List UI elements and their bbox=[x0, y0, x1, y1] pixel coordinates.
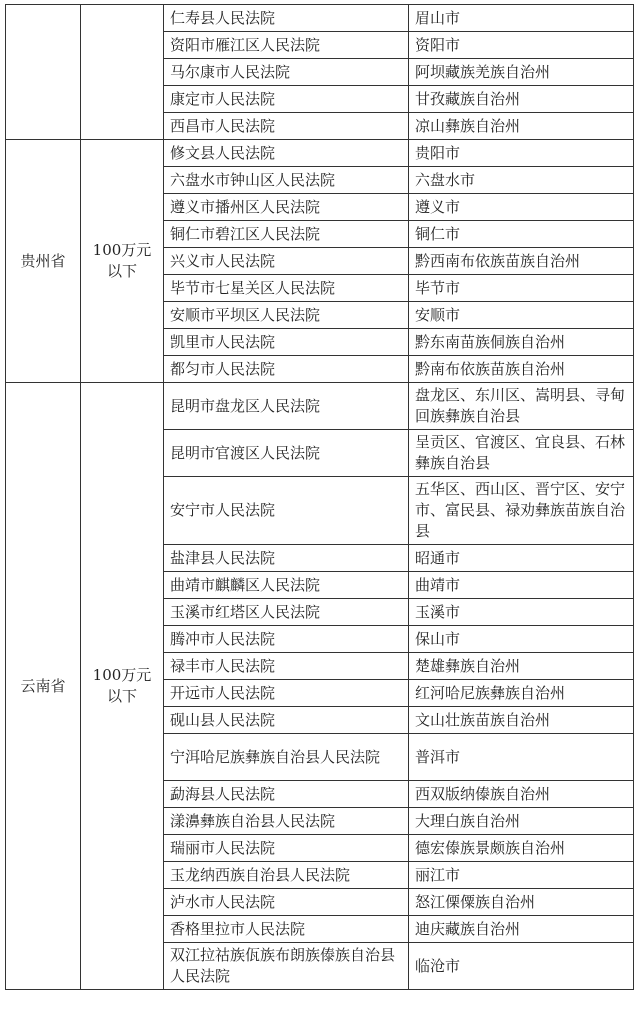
court-name-cell: 腾冲市人民法院 bbox=[164, 626, 409, 653]
court-name-cell: 都匀市人民法院 bbox=[164, 356, 409, 383]
amount-cell bbox=[81, 5, 164, 140]
province-cell bbox=[6, 5, 81, 140]
court-name-cell: 兴义市人民法院 bbox=[164, 248, 409, 275]
court-name-cell: 砚山县人民法院 bbox=[164, 707, 409, 734]
court-name-cell: 西昌市人民法院 bbox=[164, 113, 409, 140]
jurisdiction-area-cell: 安顺市 bbox=[409, 302, 634, 329]
court-name-cell: 遵义市播州区人民法院 bbox=[164, 194, 409, 221]
jurisdiction-area-cell: 大理白族自治州 bbox=[409, 808, 634, 835]
jurisdiction-area-cell: 玉溪市 bbox=[409, 599, 634, 626]
court-name-cell: 勐海县人民法院 bbox=[164, 781, 409, 808]
jurisdiction-area-cell: 昭通市 bbox=[409, 545, 634, 572]
court-name-cell: 毕节市七星关区人民法院 bbox=[164, 275, 409, 302]
jurisdiction-area-cell: 怒江傈僳族自治州 bbox=[409, 889, 634, 916]
court-name-cell: 资阳市雁江区人民法院 bbox=[164, 32, 409, 59]
court-name-cell: 修文县人民法院 bbox=[164, 140, 409, 167]
court-name-cell: 昆明市官渡区人民法院 bbox=[164, 430, 409, 477]
jurisdiction-area-cell: 凉山彝族自治州 bbox=[409, 113, 634, 140]
court-name-cell: 香格里拉市人民法院 bbox=[164, 916, 409, 943]
jurisdiction-area-cell: 保山市 bbox=[409, 626, 634, 653]
court-name-cell: 瑞丽市人民法院 bbox=[164, 835, 409, 862]
jurisdiction-area-cell: 丽江市 bbox=[409, 862, 634, 889]
jurisdiction-area-cell: 五华区、西山区、晋宁区、安宁市、富民县、禄劝彝族苗族自治县 bbox=[409, 477, 634, 545]
amount-cell: 100万元以下 bbox=[81, 140, 164, 383]
jurisdiction-area-cell: 黔南布依族苗族自治州 bbox=[409, 356, 634, 383]
court-name-cell: 宁洱哈尼族彝族自治县人民法院 bbox=[164, 734, 409, 781]
jurisdiction-area-cell: 楚雄彝族自治州 bbox=[409, 653, 634, 680]
jurisdiction-area-cell: 盘龙区、东川区、嵩明县、寻甸回族彝族自治县 bbox=[409, 383, 634, 430]
court-name-cell: 玉溪市红塔区人民法院 bbox=[164, 599, 409, 626]
jurisdiction-area-cell: 西双版纳傣族自治州 bbox=[409, 781, 634, 808]
court-name-cell: 凯里市人民法院 bbox=[164, 329, 409, 356]
jurisdiction-area-cell: 曲靖市 bbox=[409, 572, 634, 599]
jurisdiction-area-cell: 黔西南布依族苗族自治州 bbox=[409, 248, 634, 275]
court-jurisdiction-table bbox=[5, 4, 634, 990]
jurisdiction-area-cell: 迪庆藏族自治州 bbox=[409, 916, 634, 943]
jurisdiction-area-cell: 德宏傣族景颇族自治州 bbox=[409, 835, 634, 862]
court-name-cell: 曲靖市麒麟区人民法院 bbox=[164, 572, 409, 599]
jurisdiction-area-cell: 甘孜藏族自治州 bbox=[409, 86, 634, 113]
province-cell: 贵州省 bbox=[6, 140, 81, 383]
court-name-cell: 玉龙纳西族自治县人民法院 bbox=[164, 862, 409, 889]
court-name-cell: 康定市人民法院 bbox=[164, 86, 409, 113]
jurisdiction-area-cell: 普洱市 bbox=[409, 734, 634, 781]
jurisdiction-area-cell: 阿坝藏族羌族自治州 bbox=[409, 59, 634, 86]
court-name-cell: 盐津县人民法院 bbox=[164, 545, 409, 572]
amount-cell: 100万元以下 bbox=[81, 383, 164, 990]
jurisdiction-area-cell: 眉山市 bbox=[409, 5, 634, 32]
jurisdiction-area-cell: 资阳市 bbox=[409, 32, 634, 59]
table-row bbox=[6, 383, 634, 430]
court-name-cell: 禄丰市人民法院 bbox=[164, 653, 409, 680]
court-name-cell: 铜仁市碧江区人民法院 bbox=[164, 221, 409, 248]
province-cell: 云南省 bbox=[6, 383, 81, 990]
court-name-cell: 仁寿县人民法院 bbox=[164, 5, 409, 32]
table-row bbox=[6, 140, 634, 167]
jurisdiction-area-cell: 毕节市 bbox=[409, 275, 634, 302]
court-name-cell: 安顺市平坝区人民法院 bbox=[164, 302, 409, 329]
court-name-cell: 六盘水市钟山区人民法院 bbox=[164, 167, 409, 194]
jurisdiction-area-cell: 黔东南苗族侗族自治州 bbox=[409, 329, 634, 356]
table-row bbox=[6, 5, 634, 32]
jurisdiction-area-cell: 文山壮族苗族自治州 bbox=[409, 707, 634, 734]
jurisdiction-area-cell: 遵义市 bbox=[409, 194, 634, 221]
jurisdiction-area-cell: 红河哈尼族彝族自治州 bbox=[409, 680, 634, 707]
jurisdiction-area-cell: 铜仁市 bbox=[409, 221, 634, 248]
court-name-cell: 马尔康市人民法院 bbox=[164, 59, 409, 86]
court-name-cell: 泸水市人民法院 bbox=[164, 889, 409, 916]
court-name-cell: 昆明市盘龙区人民法院 bbox=[164, 383, 409, 430]
jurisdiction-area-cell: 贵阳市 bbox=[409, 140, 634, 167]
jurisdiction-area-cell: 临沧市 bbox=[409, 943, 634, 990]
jurisdiction-area-cell: 六盘水市 bbox=[409, 167, 634, 194]
jurisdiction-area-cell: 呈贡区、官渡区、宜良县、石林彝族自治县 bbox=[409, 430, 634, 477]
court-name-cell: 安宁市人民法院 bbox=[164, 477, 409, 545]
court-name-cell: 开远市人民法院 bbox=[164, 680, 409, 707]
court-name-cell: 双江拉祜族佤族布朗族傣族自治县人民法院 bbox=[164, 943, 409, 990]
court-name-cell: 漾濞彝族自治县人民法院 bbox=[164, 808, 409, 835]
